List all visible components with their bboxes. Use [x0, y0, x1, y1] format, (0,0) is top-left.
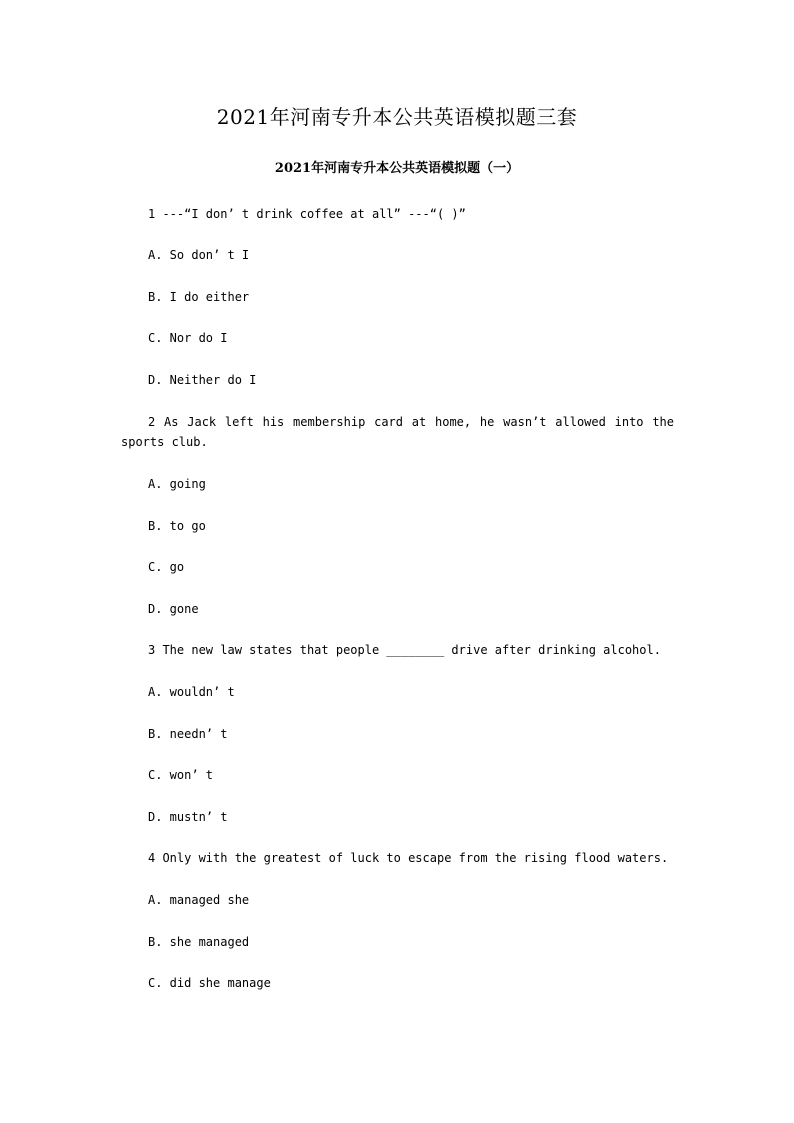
question-3-option-c: C. won’ t [148, 768, 214, 782]
question-1-option-d: D. Neither do I [148, 373, 257, 387]
question-2-option-c: C. go [148, 560, 185, 574]
question-4-option-b: B. she managed [148, 935, 250, 949]
question-2-stem-line-2: sports club. [121, 435, 208, 449]
question-3-option-b: B. needn’ t [148, 727, 228, 741]
section-title: 2021年河南专升本公共英语模拟题（一） [274, 161, 520, 176]
question-2-option-d: D. gone [148, 602, 199, 616]
question-4-stem: 4 Only with the greatest of luck to escape from the rising flood waters. [148, 851, 669, 865]
question-3-option-a: A. wouldn’ t [148, 685, 235, 699]
question-4-option-a: A. managed she [148, 893, 250, 907]
question-1-option-c: C. Nor do I [148, 331, 228, 345]
document-title: 2021年河南专升本公共英语模拟题三套 [216, 105, 578, 129]
question-3-stem: 3 The new law states that people ________ drive after drinking alcohol. [148, 643, 661, 657]
question-3-option-d: D. mustn’ t [148, 810, 228, 824]
question-2-stem [121, 412, 674, 452]
question-2-option-a: A. going [148, 477, 206, 491]
question-1-option-a: A. So don’ t I [148, 248, 250, 262]
question-2-option-b: B. to go [148, 519, 206, 533]
question-2-stem-line-1: 2 As Jack left his membership card at home, he wasn’t allowed into the [148, 415, 674, 429]
question-1-option-b: B. I do either [148, 290, 250, 304]
question-1-stem: 1 ---“I don’ t drink coffee at all” ---“( )” [148, 207, 466, 221]
question-4-option-c: C. did she manage [148, 976, 271, 990]
